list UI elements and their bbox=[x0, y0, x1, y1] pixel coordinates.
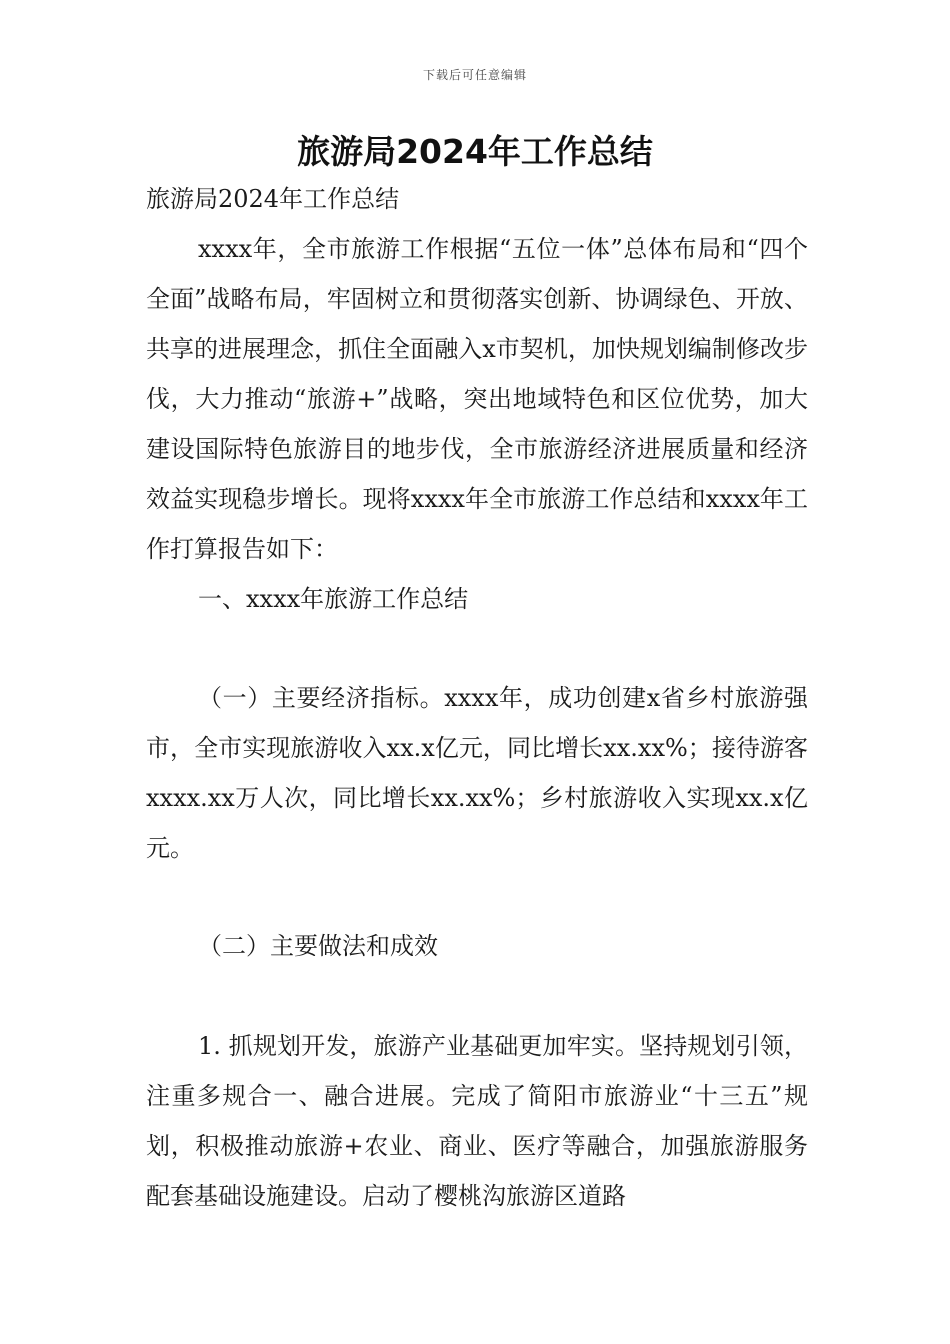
paragraph-economic-indicators: （一）主要经济指标。xxxx年，成功创建x省乡村旅游强市，全市实现旅游收入xx.x亿元，同比增长xx.xx%；接待游客xxxx.xx万人次，同比增长xx.xx%；乡村旅游收入实现xx.x亿元。 bbox=[146, 684, 808, 862]
paragraph-planning: 1. 抓规划开发，旅游产业基础更加牢实。坚持规划引领，注重多规合一、融合进展。完成了简阳市旅游业“十三五”规划，积极推动旅游+农业、商业、医疗等融合，加强旅游服务配套基础设施建设。启动了樱桃沟旅游区道路 bbox=[146, 1032, 808, 1210]
section-heading-summary: 一、xxxx年旅游工作总结 bbox=[198, 585, 469, 613]
section-heading-practices: （二）主要做法和成效 bbox=[198, 932, 438, 960]
paragraph-intro: xxxx年，全市旅游工作根据“五位一体”总体布局和“四个全面”战略布局，牢固树立和贯彻落实创新、协调绿色、开放、共享的进展理念，抓住全面融入x市契机，加快规划编制修改步伐，大力推动“旅游+”战略，突出地域特色和区位优势，加大建设国际特色旅游目的地步伐，全市旅游经济进展质量和经济效益实现稳步增长。现将xxxx年全市旅游工作总结和xxxx年工作打算报告如下： bbox=[146, 235, 808, 563]
document-title: 旅游局2024年工作总结 bbox=[297, 132, 653, 171]
header-note: 下载后可任意编辑 bbox=[422, 68, 527, 82]
document-subtitle: 旅游局2024年工作总结 bbox=[146, 185, 400, 213]
